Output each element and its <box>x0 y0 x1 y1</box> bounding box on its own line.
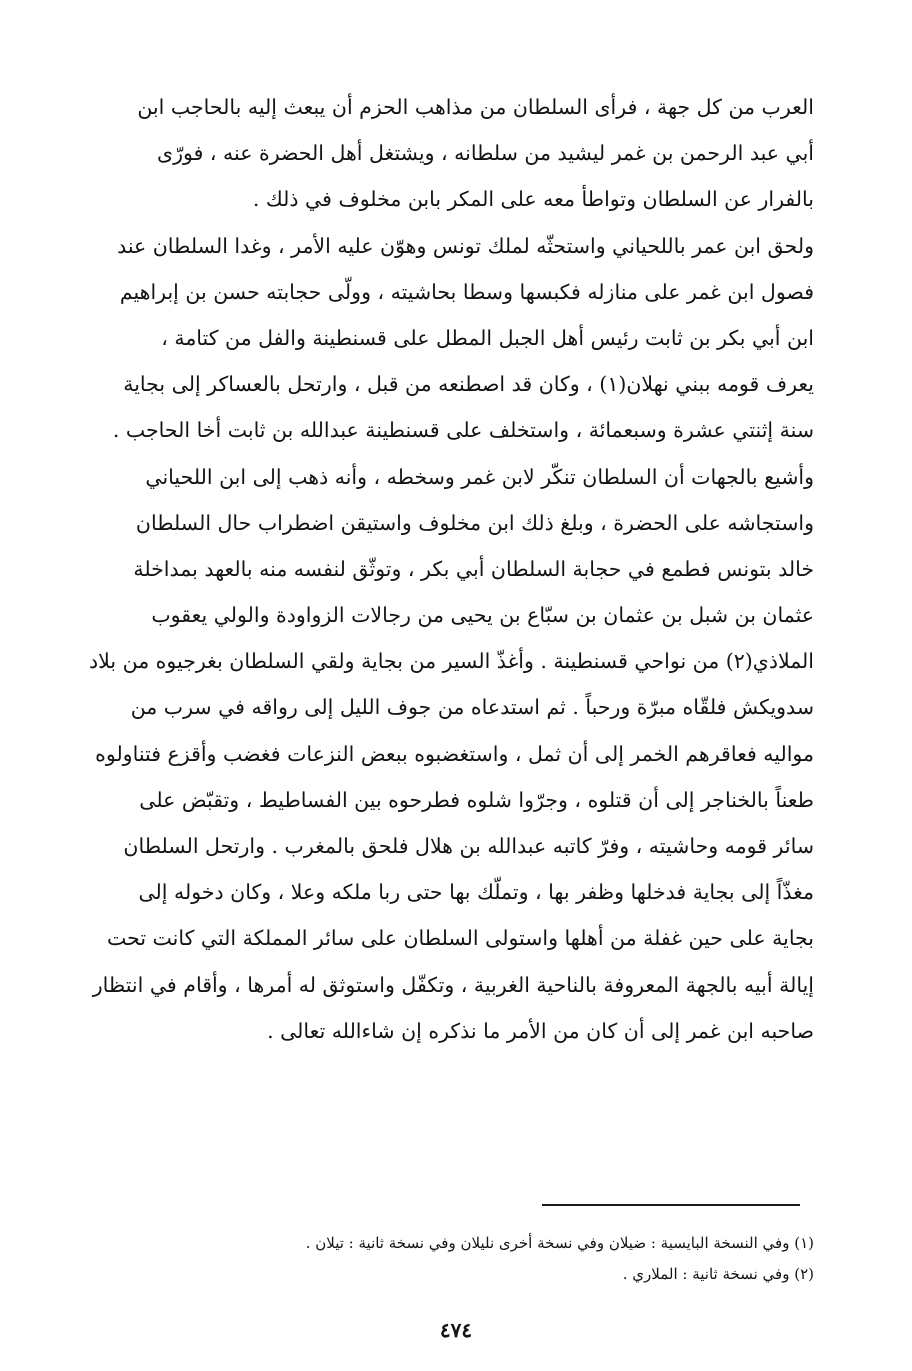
footnotes <box>196 1228 814 1290</box>
text-line: مواليه فعاقرهم الخمر إلى أن ثمل ، واستغضبوه ببعض النزعات فغضب وأقزع فتناولوه <box>95 741 814 766</box>
text-line: بجاية على حين غفلة من أهلها واستولى السلطان على سائر المملكة التي كانت تحت <box>106 926 814 951</box>
text-line: إيالة أبيه بالجهة المعروفة بالناحية الغربية ، وتكفّل واستوثق له أمرها ، وأقام في انتظار <box>92 972 814 997</box>
text-line: وأشيع بالجهات أن السلطان تنكّر لابن غمر وسخطه ، وأنه ذهب إلى ابن اللحياني <box>145 464 814 489</box>
text-line: أبي عبد الرحمن بن غمر ليشيد من سلطانه ، ويشتغل أهل الحضرة عنه ، فورّى <box>157 141 814 166</box>
text-line: صاحبه ابن غمر إلى أن كان من الأمر ما نذكره إن شاءالله تعالى . <box>267 1018 814 1043</box>
text-line: طعناً بالخناجر إلى أن قتلوه ، وجرّوا شلوه فطرحوه بين الفساطيط ، وتقبّض على <box>139 787 814 812</box>
text-line: العرب من كل جهة ، فرأى السلطان من مذاهب الحزم أن يبعث إليه بالحاجب ابن <box>137 95 814 119</box>
text-line: يعرف قومه ببني نهلان(١) ، وكان قد اصطنعه من قبل ، وارتحل بالعساكر إلى بجاية <box>123 372 814 397</box>
text-line: واستجاشه على الحضرة ، وبلغ ذلك ابن مخلوف واستيقن اضطراب حال السلطان <box>135 510 814 535</box>
footnote-2: (٢) وفي نسخة ثانية : الملاري . <box>622 1265 814 1283</box>
main-text <box>62 84 814 1054</box>
text-line: بالفرار عن السلطان وتواطأ معه على المكر بابن مخلوف في ذلك . <box>252 187 814 212</box>
text-line: سائر قومه وحاشيته ، وفرّ كاتبه عبدالله بن هلال فلحق بالمغرب . وارتحل السلطان <box>123 834 814 858</box>
text-line: ولحق ابن عمر باللحياني واستحثّه لملك تونس وهوّن عليه الأمر ، وغدا السلطان عند <box>117 233 814 258</box>
text-line: ابن أبي بكر بن ثابت رئيس أهل الجبل المطل على قسنطينة والفل من كتامة ، <box>161 325 814 350</box>
text-line: سدويكش فلقّاه مبرّة ورحباً . ثم استدعاه من جوف الليل إلى رواقه في سرب من <box>130 695 814 720</box>
text-line: سنة إثنتي عشرة وسبعمائة ، واستخلف على قسنطينة عبدالله بن ثابت أخا الحاجب . <box>112 418 814 443</box>
text-line: الملاذي(٢) من نواحي قسنطينة . وأغذّ السير من بجاية ولقي السلطان بغرجيوه من بلاد <box>89 649 814 674</box>
text-line: مغذّاً إلى بجاية فدخلها وظفر بها ، وتملّك بها حتى ربا ملكه وعلا ، وكان دخوله إلى <box>138 880 814 905</box>
footnote-separator <box>542 1204 800 1206</box>
text-line: فصول ابن غمر على منازله فكبسها وسطا بحاشيته ، وولّى حجابته حسن بن إبراهيم <box>119 279 814 304</box>
text-line: خالد بتونس فطمع في حجابة السلطان أبي بكر ، وتوثّق لنفسه منه بالعهد بمداخلة <box>133 556 814 581</box>
page-number: ٤٧٤ <box>439 1318 473 1342</box>
text-line: عثمان بن شبل بن عثمان بن سبّاع بن يحيى من رجالات الزواودة والولي يعقوب <box>151 603 814 628</box>
footnote-1: (١) وفي النسخة البايسية : ضيلان وفي نسخة أخرى نليلان وفي نسخة ثانية : تيلان . <box>305 1234 814 1252</box>
